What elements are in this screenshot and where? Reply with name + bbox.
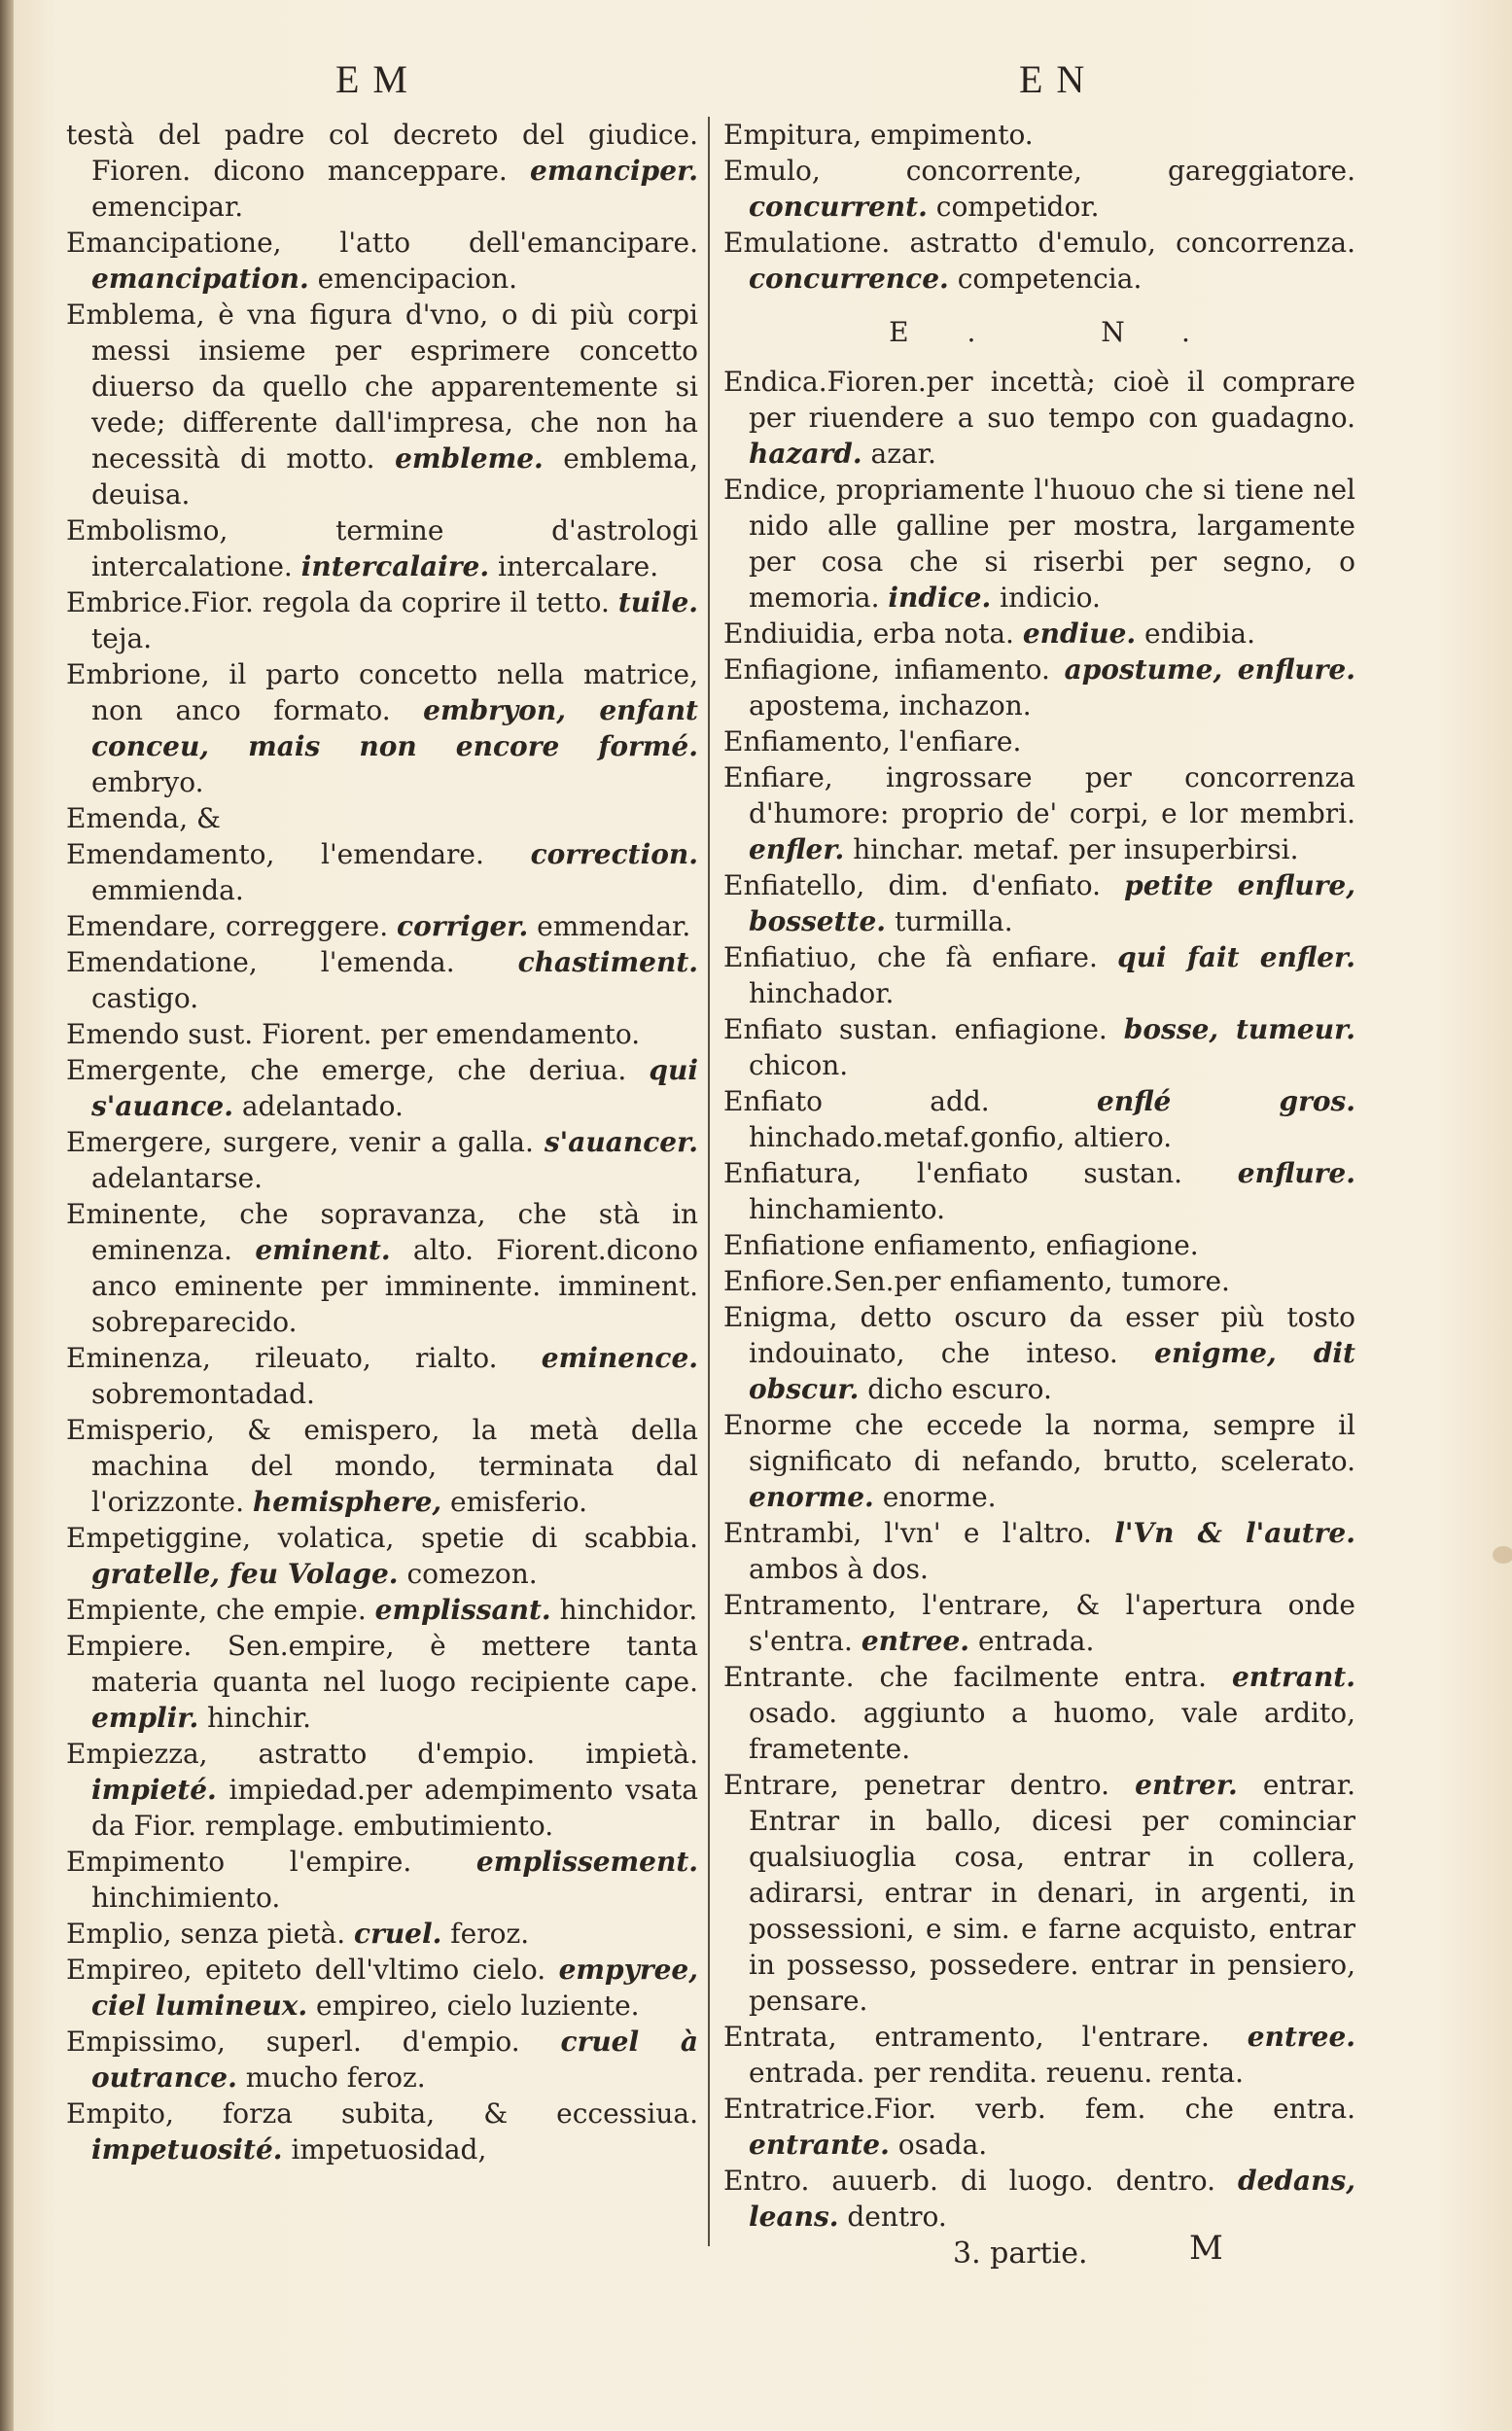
dictionary-entry	[723, 759, 1355, 867]
dictionary-entry	[723, 867, 1355, 939]
entry-spanish: indicio.	[1000, 581, 1101, 614]
dictionary-entry	[66, 1736, 698, 1844]
entry-french: enflure.	[1237, 1157, 1355, 1189]
entry-spanish: enorme.	[882, 1481, 997, 1513]
dictionary-entry	[66, 117, 698, 225]
entry-italian: Enfiatiuo, che fà enfiare.	[723, 941, 1098, 973]
entry-spanish: hinchamiento.	[749, 1193, 946, 1225]
entry-spanish: osado. aggiunto a huomo, vale ardito, frametente.	[749, 1697, 1355, 1765]
dictionary-entry	[723, 1011, 1355, 1083]
dictionary-entry	[723, 1155, 1355, 1227]
entry-italian: Emulo, concorrente, gareggiatore.	[723, 155, 1355, 187]
entry-french: chastiment.	[517, 946, 699, 978]
entry-french: emplissant.	[374, 1594, 551, 1626]
entry-spanish: emmienda.	[91, 874, 244, 906]
entry-italian: Entratrice.Fior. verb. fem. che entra.	[723, 2093, 1355, 2125]
entry-french: enflé gros.	[1097, 1085, 1356, 1117]
entry-french: enfler.	[749, 833, 845, 865]
entry-spanish: comezon.	[406, 1558, 538, 1590]
dictionary-entry	[723, 2163, 1355, 2235]
entry-italian: Empito, forza subita, & eccessiua.	[66, 2097, 698, 2130]
entry-italian: Enigma, detto oscuro da esser più tosto indouinato, che inteso.	[723, 1301, 1355, 1369]
entry-french: eminent.	[255, 1234, 391, 1266]
entry-french: entrer.	[1135, 1769, 1238, 1801]
right-column-header: EN	[1019, 57, 1099, 101]
entry-spanish: emisferio.	[450, 1486, 588, 1518]
dictionary-entry	[66, 1340, 698, 1412]
entry-french: enigme, dit obscur.	[749, 1337, 1355, 1405]
entry-italian: Enfiagione, infiamento.	[723, 653, 1050, 686]
dictionary-entry	[723, 616, 1355, 652]
entry-french: gratelle, feu Volage.	[91, 1558, 399, 1590]
dictionary-entry	[66, 2096, 698, 2167]
dictionary-entry	[66, 1196, 698, 1340]
left-column	[66, 117, 698, 2167]
dictionary-entry	[723, 225, 1355, 297]
dictionary-entry	[723, 2091, 1355, 2163]
entry-french: eminence.	[541, 1342, 698, 1374]
entry-italian: Entrambi, l'vn' e l'altro.	[723, 1517, 1092, 1549]
section-title: E. N.	[889, 316, 1248, 348]
entry-french: emanciper.	[530, 155, 698, 187]
dictionary-entry	[723, 2019, 1355, 2091]
entry-spanish: castigo.	[91, 982, 199, 1014]
entry-italian: Empimento l'empire.	[66, 1846, 412, 1878]
entry-spanish: competencia.	[957, 263, 1143, 295]
entry-spanish: apostema, inchazon.	[749, 689, 1032, 722]
entry-spanish: osada.	[897, 2129, 988, 2161]
entry-italian: Emergere, surgere, venir a galla.	[66, 1126, 534, 1158]
entry-italian: Emergente, che emerge, che deriua.	[66, 1054, 627, 1086]
entry-spanish: empireo, cielo luziente.	[316, 1990, 640, 2022]
entry-french: qui fait enfler.	[1117, 941, 1355, 973]
entry-spanish: adelantado.	[241, 1090, 404, 1122]
entry-italian: Enfiato add.	[723, 1085, 990, 1117]
entry-spanish: emencipacion.	[317, 263, 518, 295]
dictionary-entry	[66, 1916, 698, 1952]
dictionary-entry	[723, 1407, 1355, 1515]
entry-spanish: dentro.	[847, 2201, 947, 2233]
entry-french: concurrent.	[749, 191, 928, 223]
entry-spanish: dicho escuro.	[867, 1373, 1052, 1405]
entry-italian: Entrare, penetrar dentro.	[723, 1769, 1110, 1801]
dictionary-entry	[66, 1844, 698, 1916]
entry-spanish: hinchado.metaf.gonfio, altiero.	[749, 1121, 1173, 1153]
entry-spanish: entrada.	[977, 1625, 1095, 1657]
entry-spanish: intercalare.	[498, 550, 659, 582]
entry-italian: Emancipatione, l'atto dell'emancipare.	[66, 227, 698, 259]
right-column	[723, 117, 1355, 2235]
entry-italian: Empireo, epiteto dell'vltimo cielo.	[66, 1954, 546, 1986]
entry-italian: Embrice.Fior. regola da coprire il tetto.	[66, 586, 610, 618]
entry-italian: Endice, propriamente l'huouo che si tiene nel nido alle galline per mostra, largamente per cosa che si riserbi per segno, o memoria.	[723, 474, 1355, 614]
entry-french: emplissement.	[475, 1846, 699, 1878]
entry-french: impetuosité.	[91, 2133, 283, 2166]
dictionary-entry	[66, 1592, 698, 1628]
dictionary-entry	[723, 939, 1355, 1011]
paper-stain	[1493, 1546, 1512, 1564]
dictionary-entry	[66, 225, 698, 297]
entry-italian: Eminente, che sopravanza, che stà in eminenza.	[66, 1198, 698, 1266]
entry-italian: Empetiggine, volatica, spetie di scabbia.	[66, 1522, 698, 1554]
entry-french: entrante.	[749, 2129, 890, 2161]
entry-spanish: hinchidor.	[559, 1594, 698, 1626]
entry-italian: Eminenza, rileuato, rialto.	[66, 1342, 498, 1374]
entry-spanish: sobremontadad.	[91, 1378, 315, 1410]
entry-spanish: chicon.	[749, 1049, 849, 1081]
entry-spanish: hinchir.	[207, 1702, 312, 1734]
dictionary-entry	[66, 836, 698, 908]
entry-italian: Emendo sust. Fiorent. per emendamento.	[66, 1018, 641, 1050]
entry-spanish: feroz.	[450, 1918, 530, 1950]
dictionary-entry	[723, 472, 1355, 616]
entry-french: embleme.	[395, 442, 544, 475]
entry-spanish: teja.	[91, 622, 153, 654]
dictionary-entry	[66, 2024, 698, 2096]
dictionary-entry	[66, 1124, 698, 1196]
entry-spanish: ambos à dos.	[749, 1553, 929, 1585]
dictionary-entry	[723, 1227, 1355, 1263]
entry-spanish: alto. Fiorent.dicono anco eminente per imminente. imminent. sobreparecido.	[91, 1234, 699, 1338]
entry-french: enorme.	[749, 1481, 874, 1513]
entry-french: concurrence.	[749, 263, 949, 295]
entry-italian: Emisperio, & emispero, la metà della machina del mondo, terminata dal l'orizzonte.	[66, 1414, 698, 1518]
dictionary-entry	[66, 584, 698, 656]
entry-french: intercalaire.	[300, 550, 490, 582]
entry-italian: Enfiatello, dim. d'enfiato.	[723, 869, 1101, 901]
dictionary-entry	[66, 908, 698, 944]
dictionary-entry	[723, 1587, 1355, 1659]
dictionary-entry	[66, 944, 698, 1016]
entry-italian: Entramento, l'entrare, & l'apertura onde s'entra.	[723, 1589, 1355, 1657]
dictionary-entry	[723, 1767, 1355, 2019]
entry-italian: Entro. auuerb. di luogo. dentro.	[723, 2165, 1216, 2197]
dictionary-entry	[66, 1412, 698, 1520]
entry-spanish: adelantarse.	[91, 1162, 264, 1194]
entry-spanish: hinchimiento.	[91, 1882, 281, 1914]
catchword: M	[1189, 2229, 1223, 2268]
entry-french: impieté.	[91, 1774, 217, 1806]
entry-spanish: emencipar.	[91, 191, 244, 223]
dictionary-entry	[66, 656, 698, 800]
entry-french: s'auancer.	[544, 1126, 699, 1158]
dictionary-entry	[66, 297, 698, 512]
entry-french: endiue.	[1022, 617, 1137, 650]
left-column-header: EM	[335, 57, 421, 101]
entry-italian: Enorme che eccede la norma, sempre il significato di nefando, brutto, scelerato.	[723, 1409, 1355, 1477]
dictionary-entry	[66, 1628, 698, 1736]
dictionary-entry	[66, 1016, 698, 1052]
entry-french: emancipation.	[91, 263, 309, 295]
dictionary-entry	[723, 117, 1355, 153]
entry-italian: Endiuidia, erba nota.	[723, 617, 1014, 650]
entry-spanish: emmendar.	[537, 910, 691, 942]
entry-french: entrant.	[1231, 1661, 1355, 1693]
entry-spanish: entrada. per rendita. reuenu. renta.	[749, 2057, 1245, 2089]
column-divider	[708, 117, 710, 2246]
entry-french: corriger.	[397, 910, 529, 942]
entry-italian: Emulatione. astratto d'emulo, concorrenza.	[723, 227, 1355, 259]
entry-spanish: hinchador.	[749, 977, 895, 1009]
entry-spanish: emblema, deuisa.	[91, 442, 698, 511]
entry-italian: Empitura, empimento.	[723, 119, 1034, 151]
entry-french: l'Vn & l'autre.	[1114, 1517, 1355, 1549]
entry-italian: Emendare, correggere.	[66, 910, 389, 942]
entry-italian: Enfiatione enfiamento, enfiagione.	[723, 1229, 1199, 1261]
entry-spanish: impetuosidad,	[291, 2133, 487, 2166]
entry-french: embryon, enfant conceu, mais non encore formé.	[91, 694, 698, 762]
entry-spanish: impiedad.per adempimento vsata da Fior. remplage. embutimiento.	[91, 1774, 698, 1842]
entry-italian: Enfiato sustan. enfiagione.	[723, 1013, 1108, 1045]
dictionary-entry	[66, 1520, 698, 1592]
book-spine	[0, 0, 14, 2431]
dictionary-entry	[723, 1263, 1355, 1299]
dictionary-entry	[723, 1659, 1355, 1767]
dictionary-entry	[66, 1052, 698, 1124]
entry-french: dedans, leans.	[749, 2165, 1355, 2233]
entry-spanish: turmilla.	[894, 905, 1013, 937]
entry-french: qui s'auance.	[91, 1054, 698, 1122]
entry-spanish: competidor.	[935, 191, 1100, 223]
entry-italian: Enfiare, ingrossare per concorrenza d'humore: proprio de' corpi, e lor membri.	[723, 761, 1355, 829]
entry-italian: Emblema, è vna figura d'vno, o di più corpi messi insieme per esprimere concetto diuerso da quello che apparentemente si vede; differente dall'impresa, che non ha necessità di motto.	[66, 299, 698, 475]
entry-french: hazard.	[749, 438, 862, 470]
dictionary-entry	[723, 153, 1355, 225]
entry-spanish: mucho feroz.	[245, 2061, 426, 2094]
signature-mark: 3. partie.	[953, 2237, 1088, 2271]
entry-italian: Emenda, &	[66, 802, 221, 834]
dictionary-entry	[723, 1515, 1355, 1587]
entry-italian: Enfiamento, l'enfiare.	[723, 725, 1022, 757]
entry-italian: Emplio, senza pietà.	[66, 1918, 346, 1950]
entry-italian: Embrione, il parto concetto nella matrice, non anco formato.	[66, 658, 698, 726]
entry-italian: Emendamento, l'emendare.	[66, 838, 484, 870]
entry-french: tuile.	[617, 586, 699, 618]
entry-italian: Endica.Fioren.per incettà; cioè il comprare per riuendere a suo tempo con guadagno.	[723, 366, 1355, 434]
entry-french: entree.	[861, 1625, 970, 1657]
entry-french: cruel à outrance.	[91, 2026, 698, 2094]
entry-italian: Enfiatura, l'enfiato sustan.	[723, 1157, 1183, 1189]
entry-italian: Empiere. Sen.empire, è mettere tanta materia quanta nel luogo recipiente cape.	[66, 1630, 698, 1698]
entry-italian: testà del padre col decreto del giudice. Fioren. dicono manceppare.	[66, 119, 698, 187]
entry-spanish: embryo.	[91, 766, 204, 798]
entry-italian: Empiente, che empie.	[66, 1594, 367, 1626]
entry-french: empyree, ciel lumineux.	[91, 1954, 698, 2022]
entry-french: bosse, tumeur.	[1123, 1013, 1355, 1045]
entry-italian: Embolismo, termine d'astrologi intercalatione.	[66, 514, 698, 582]
dictionary-entry	[723, 1299, 1355, 1407]
entry-french: emplir.	[91, 1702, 199, 1734]
entry-italian: Enfiore.Sen.per enfiamento, tumore.	[723, 1265, 1230, 1297]
dictionary-entry	[723, 652, 1355, 723]
entry-french: correction.	[530, 838, 699, 870]
dictionary-entry	[66, 512, 698, 584]
entry-italian: Entrante. che facilmente entra.	[723, 1661, 1208, 1693]
entry-spanish: entrar. Entrar in ballo, dicesi per cominciar qualsiuoglia cosa, entrar in collera, adirarsi, entrar in denari, in argenti, in possessioni, e sim. e farne acquisto, entrar in possesso, possedere. entrar in pensiero, pensare.	[749, 1769, 1356, 2017]
entry-french: indice.	[888, 581, 992, 614]
entry-french: entree.	[1247, 2021, 1355, 2053]
entry-french: hemisphere,	[252, 1486, 442, 1518]
dictionary-entry	[723, 1083, 1355, 1155]
entry-italian: Emendatione, l'emenda.	[66, 946, 455, 978]
entry-spanish: hinchar. metaf. per insuperbirsi.	[853, 833, 1299, 865]
dictionary-entry	[66, 800, 698, 836]
entry-french: cruel.	[354, 1918, 442, 1950]
entry-french: petite enflure, bossette.	[749, 869, 1355, 937]
dictionary-entry	[723, 364, 1355, 472]
entry-italian: Empissimo, superl. d'empio.	[66, 2026, 520, 2058]
dictionary-entry	[723, 723, 1355, 759]
entry-spanish: endibia.	[1144, 617, 1256, 650]
entry-italian: Entrata, entramento, l'entrare.	[723, 2021, 1210, 2053]
dictionary-entry	[66, 1952, 698, 2024]
entry-spanish: azar.	[870, 438, 936, 470]
entry-italian: Empiezza, astratto d'empio. impietà.	[66, 1738, 698, 1770]
entry-french: apostume, enflure.	[1064, 653, 1355, 686]
